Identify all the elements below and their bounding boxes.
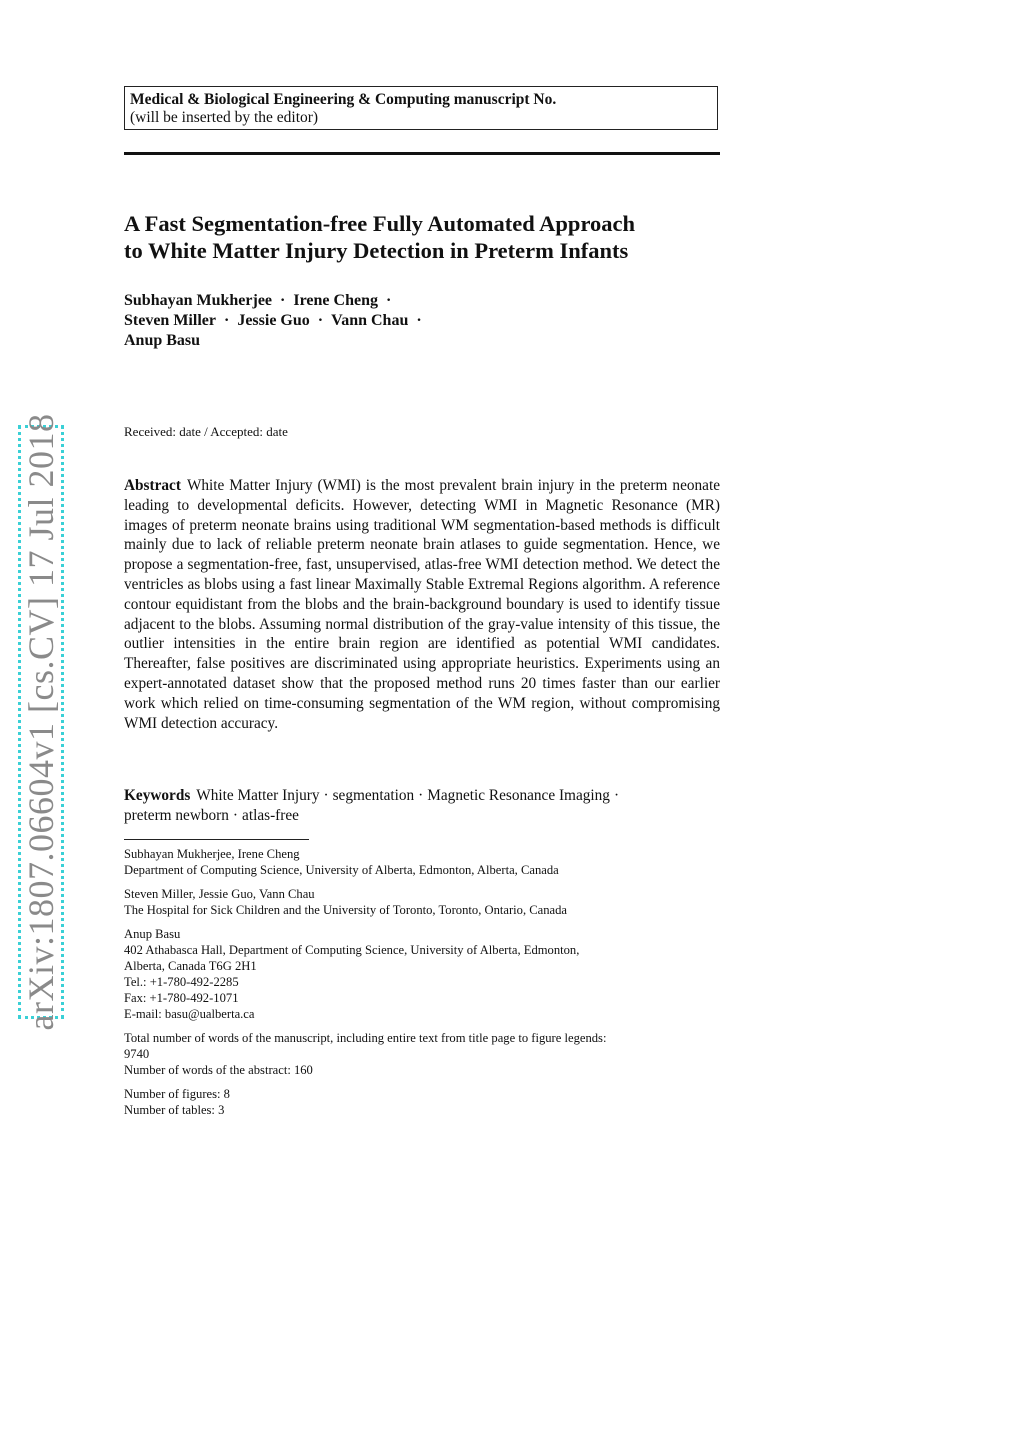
figure-table-counts [124, 1086, 720, 1118]
author-name: Vann Chau [331, 312, 409, 329]
author-name: Subhayan Mukherjee [124, 292, 273, 309]
abstract-words: Number of words of the abstract: 160 [124, 1063, 313, 1077]
manuscript-stats [124, 1030, 720, 1078]
contact-email[interactable]: E-mail: basu@ualberta.ca [124, 1007, 255, 1021]
keyword-separator: · [232, 806, 239, 824]
affiliation-names: Subhayan Mukherjee, Irene Cheng [124, 847, 300, 861]
footnote-rule [124, 839, 309, 840]
author-separator: · [416, 312, 422, 329]
author-line-1 [124, 291, 720, 311]
total-words-label: Total number of words of the manuscript, including entire text from title page to figure legends: [124, 1031, 607, 1045]
keyword-separator: · [613, 787, 620, 804]
contact-fax: Fax: +1-780-492-1071 [124, 991, 239, 1005]
keyword: atlas-free [242, 806, 299, 824]
author-name: Steven Miller [124, 312, 216, 329]
affiliation-address: The Hospital for Sick Children and the University of Toronto, Toronto, Ontario, Canada [124, 903, 568, 917]
author-line-2 [124, 311, 720, 331]
figure-count: Number of figures: 8 [124, 1087, 230, 1101]
contact-phone: Tel.: +1-780-492-2285 [124, 975, 239, 989]
author-list [124, 291, 720, 351]
affiliations [124, 846, 720, 1126]
author-name: Irene Cheng [293, 292, 378, 309]
author-separator: · [385, 292, 392, 309]
affiliation-address: Department of Computing Science, University of Alberta, Edmonton, Alberta, Canada [124, 863, 559, 877]
author-name: Jessie Guo [237, 312, 310, 329]
journal-header-box [124, 86, 718, 130]
author-separator: · [223, 312, 230, 329]
header-rule [124, 152, 720, 155]
author-line-3 [124, 331, 720, 351]
keyword: Magnetic Resonance Imaging [427, 787, 610, 804]
arxiv-stamp[interactable]: arXiv:1807.06604v1 [cs.CV] 17 Jul 2018 [21, 413, 61, 1031]
total-words-value: 9740 [124, 1047, 150, 1061]
author-separator: · [317, 312, 324, 329]
affiliation-names: Anup Basu [124, 927, 181, 941]
keyword: preterm newborn [124, 806, 229, 824]
table-count: Number of tables: 3 [124, 1103, 225, 1117]
editor-note: (will be inserted by the editor) [130, 109, 319, 126]
journal-name: Medical & Biological Engineering & Computing manuscript No. [130, 91, 557, 108]
keyword-separator: · [418, 787, 424, 804]
affiliation-block [124, 886, 720, 918]
affiliation-address: 402 Athabasca Hall, Department of Computing Science, University of Alberta, Edmonton, [124, 943, 580, 957]
title-line-1: A Fast Segmentation-free Fully Automated Approach [124, 211, 636, 236]
paper-title [124, 210, 724, 264]
author-separator: · [280, 292, 286, 309]
keyword-separator: · [323, 787, 329, 804]
affiliation-block [124, 926, 720, 1022]
author-name: Anup Basu [124, 332, 201, 349]
keywords [124, 786, 720, 826]
keywords-label: Keywords [124, 787, 191, 804]
abstract-label: Abstract [124, 477, 181, 494]
abstract [124, 476, 720, 733]
keyword: segmentation [332, 787, 415, 804]
received-accepted-line: Received: date / Accepted: date [124, 424, 288, 439]
affiliation-address: Alberta, Canada T6G 2H1 [124, 959, 257, 973]
keyword: White Matter Injury [196, 787, 320, 804]
affiliation-names: Steven Miller, Jessie Guo, Vann Chau [124, 887, 315, 901]
affiliation-block [124, 846, 720, 878]
title-line-2: to White Matter Injury Detection in Preterm Infants [124, 238, 629, 263]
abstract-text: White Matter Injury (WMI) is the most prevalent brain injury in the preterm neonate leading to developmental deficits. However, detecting WMI in Magnetic Resonance (MR) images of preterm neonate brains using traditional WM segmentation-based methods is difficult mainly due to lack of reliable preterm neonate brain atlases to guide segmentation. Hence, we propose a segmentation-free, fast, unsupervised, atlas-free WMI detection method. We detect the ventricles as blobs using a fast linear Maximally Stable Extremal Regions algorithm. A reference contour equidistant from the blobs and the brain-background boundary is used to identify tissue adjacent to the blobs. Assuming normal distribution of the gray-value intensity of this tissue, the outlier intensities in the entire brain region are identified as potential WMI candidates. Thereafter, false positives are discriminated using appropriate heuristics. Experiments using an expert-annotated dataset show that the proposed method runs 20 times faster than our earlier work which relied on time-consuming segmentation of the WM region, without compromising WMI detection accuracy. [124, 477, 720, 732]
